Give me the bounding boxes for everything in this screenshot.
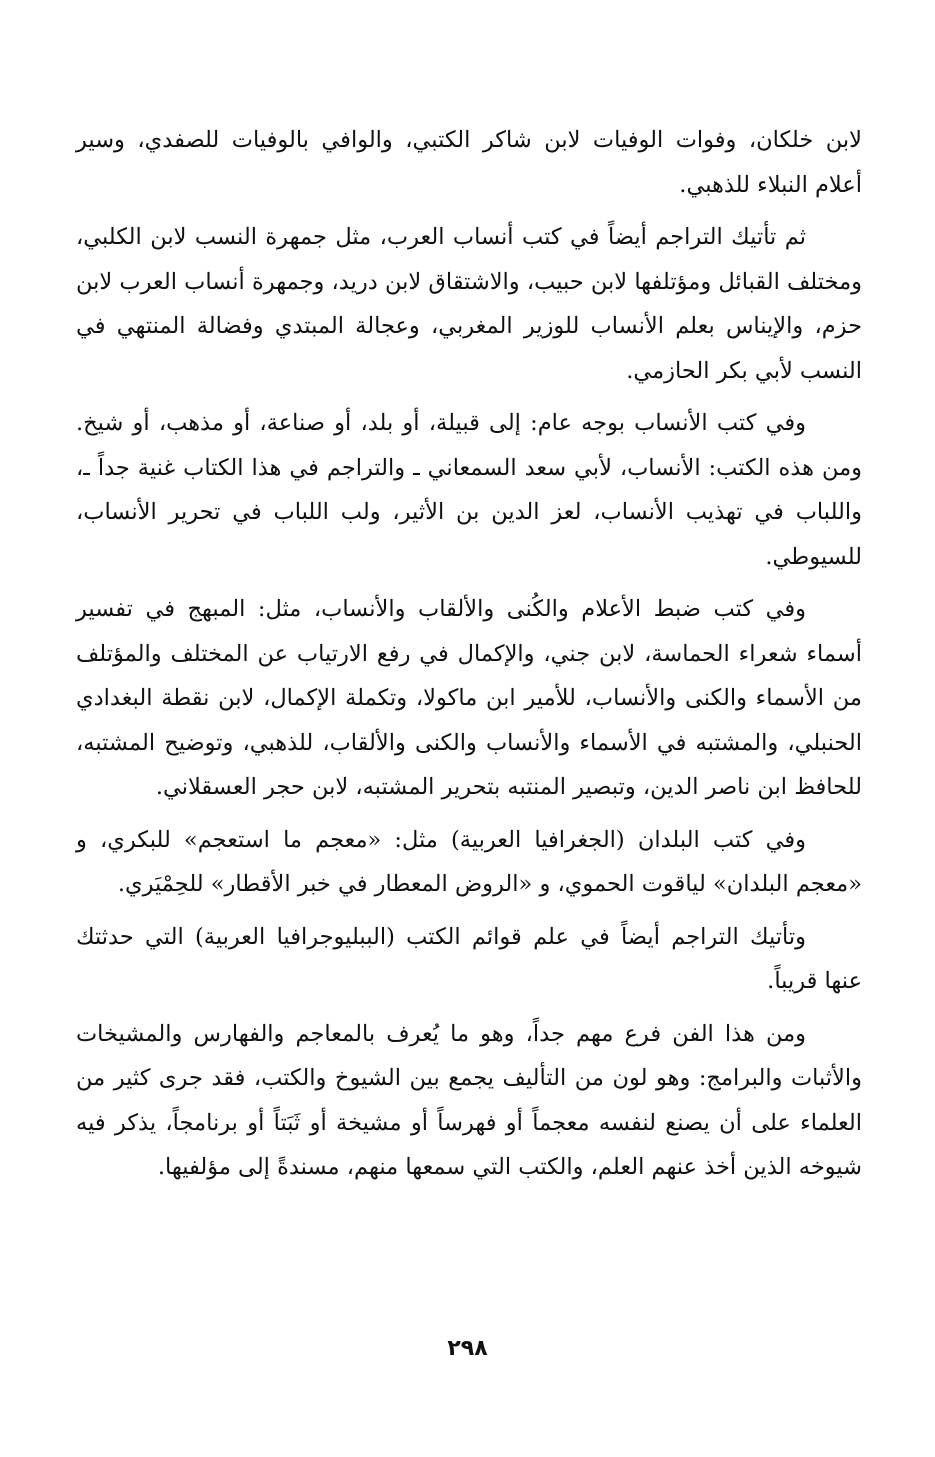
paragraph-2: ثم تأتيك التراجم أيضاً في كتب أنساب العرب، مثل جمهرة النسب لابن الكلبي، ومختلف القبائل ومؤتلفها لابن حبيب، والاشتقاق لابن دريد، وجمهرة أنساب العرب لابن حزم، والإيناس بعلم الأنساب للوزير المغربي، وعجالة المبتدي وفضالة المنتهي في النسب لأبي بكر الحازمي. [76, 224, 862, 384]
paragraph-1: لابن خلكان، وفوات الوفيات لابن شاكر الكتبي، والوافي بالوفيات للصفدي، وسير أعلام النبلاء للذهبي. [76, 127, 862, 198]
paragraph-4: وفي كتب ضبط الأعلام والكُنى والألقاب والأنساب، مثل: المبهج في تفسير أسماء شعراء الحماسة، لابن جني، والإكمال في رفع الارتياب عن المختلف والمؤتلف من الأسماء والكنى والأنساب، للأمير ابن ماكولا، وتكملة الإكمال، لابن نقطة البغدادي الحنبلي، والمشتبه في الأسماء والأنساب والكنى والألقاب، للذهبي، وتوضيح المشتبه، للحافظ ابن ناصر الدين، وتبصير المنتبه بتحرير المشتبه، لابن حجر العسقلاني. [76, 596, 862, 800]
page-number: ٢٩٨ [447, 1336, 488, 1361]
paragraph-7: ومن هذا الفن فرع مهم جداً، وهو ما يُعرف بالمعاجم والفهارس والمشيخات والأثبات والبرامج: وهو لون من التأليف يجمع بين الشيوخ والكتب، فقد جرى كثير من العلماء على أن يصنع لنفسه معجماً أو فهرساً أو مشيخة أو ثَبَتاً أو برنامجاً، يذكر فيه شيوخه الذين أخذ عنهم العلم، والكتب التي سمعها منهم، مسندةً إلى مؤلفيها. [76, 1020, 862, 1180]
paragraph-6: وتأتيك التراجم أيضاً في علم قوائم الكتب (الببليوجرافيا العربية) التي حدثتك عنها قريباً. [76, 923, 862, 994]
page-body [76, 118, 862, 1198]
paragraph-5: وفي كتب البلدان (الجغرافيا العربية) مثل: «معجم ما استعجم» للبكري، و «معجم البلدان» لياقوت الحموي، و «الروض المعطار في خبر الأقطار» للحِمْيَري. [76, 826, 862, 897]
paragraph-3: وفي كتب الأنساب بوجه عام: إلى قبيلة، أو بلد، أو صناعة، أو مذهب، أو شيخ. ومن هذه الكتب: الأنساب، لأبي سعد السمعاني ـ والتراجم في هذا الكتاب غنية جداً ـ، واللباب في تهذيب الأنساب، لعز الدين بن الأثير، ولب اللباب في تحرير الأنساب، للسيوطي. [76, 410, 862, 570]
